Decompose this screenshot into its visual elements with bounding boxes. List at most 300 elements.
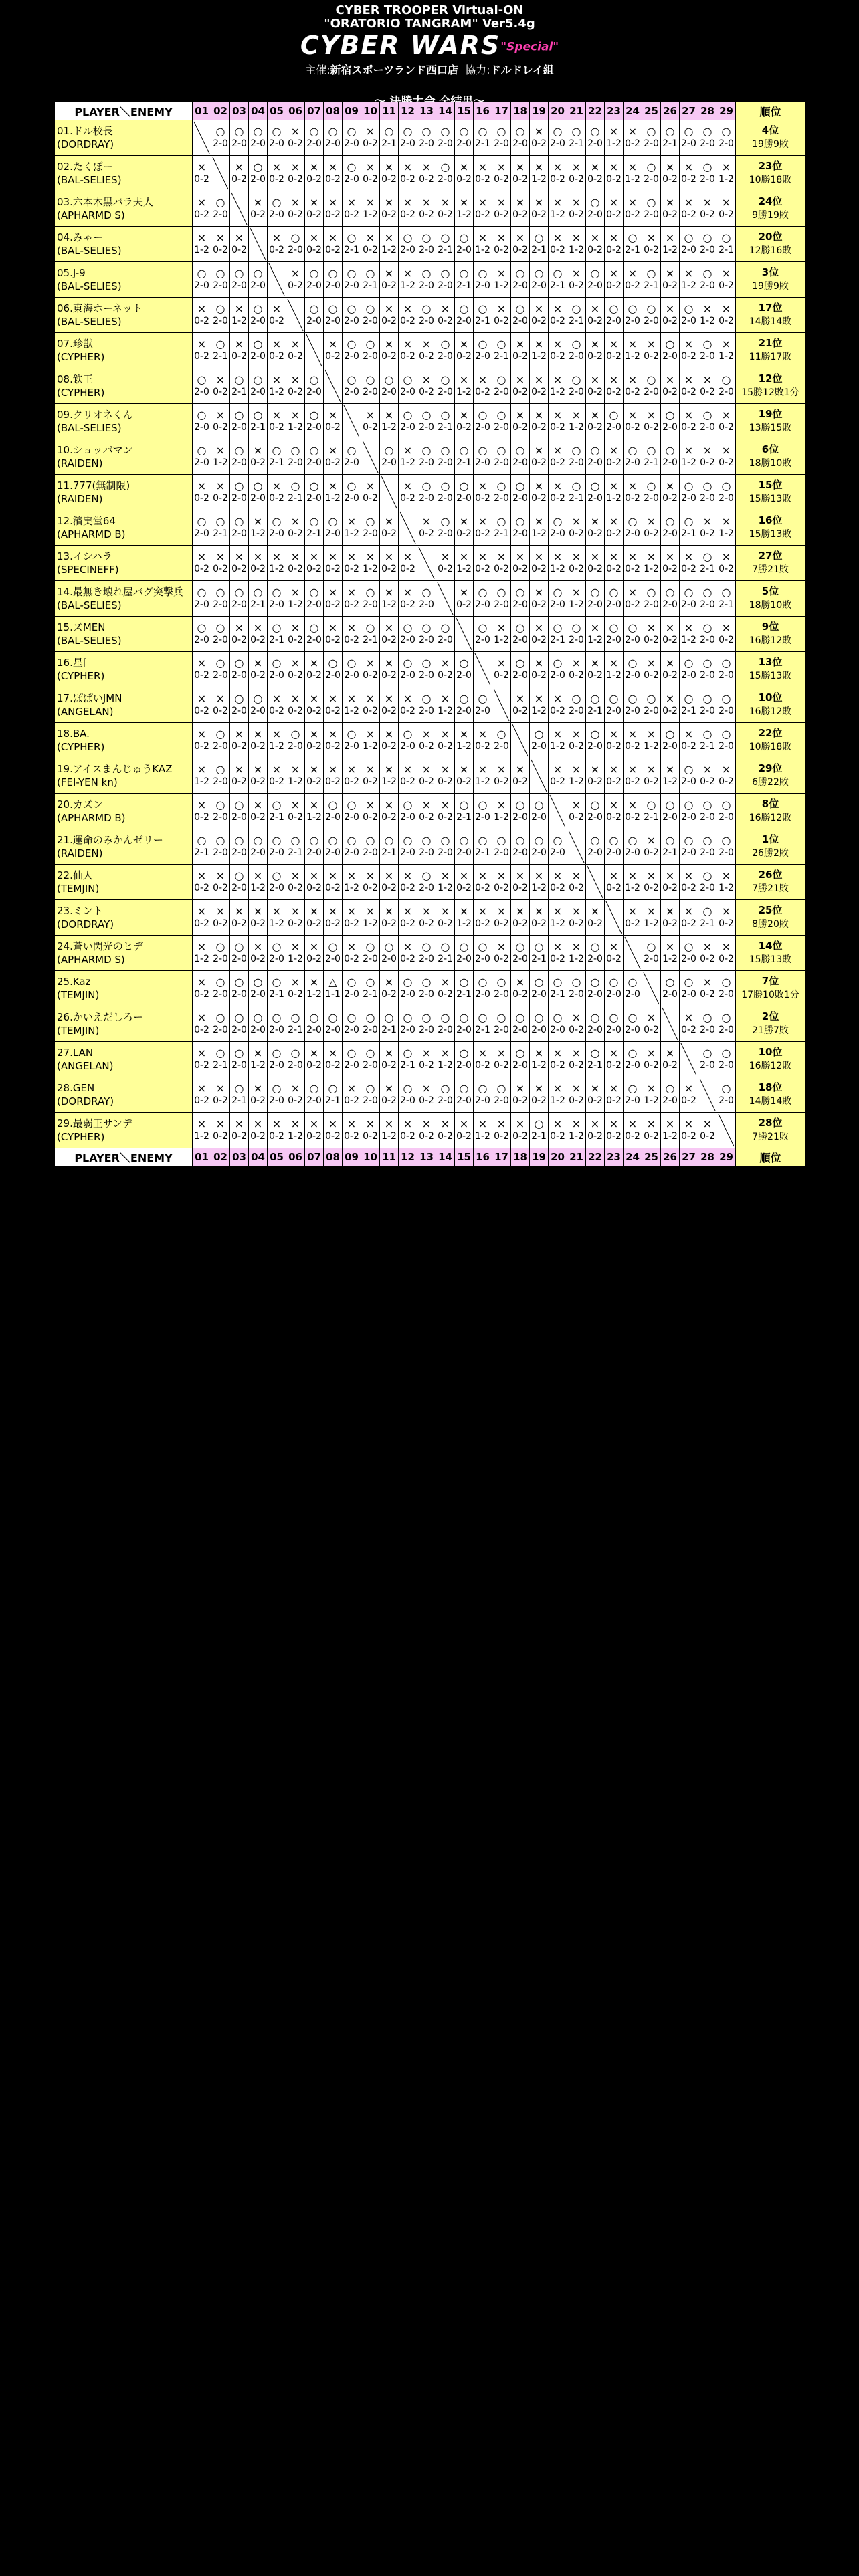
match-cell [605, 936, 624, 971]
match-mark: ○ [215, 196, 225, 209]
match-mark: × [534, 657, 544, 669]
win-loss: 18勝10敗 [749, 458, 792, 469]
match-mark: × [628, 798, 638, 811]
match-mark: × [628, 409, 638, 421]
match-cell [230, 1113, 249, 1148]
match-score: 1-2 [194, 1131, 209, 1142]
match-cell [455, 936, 474, 971]
match-cell [567, 298, 586, 333]
match-mark: × [534, 444, 544, 457]
match-score: 0-2 [306, 174, 322, 185]
match-score: 2-0 [700, 493, 715, 504]
match-score: 0-2 [438, 670, 453, 681]
match-mark: ○ [665, 444, 675, 457]
match-mark: ○ [459, 479, 469, 492]
match-cell [343, 333, 361, 368]
match-mark: × [590, 231, 600, 244]
match-cell [305, 829, 324, 865]
match-mark: × [328, 196, 338, 209]
match-mark: ○ [459, 1011, 469, 1024]
match-cell [286, 546, 305, 581]
match-score: 2-0 [419, 635, 434, 645]
match-cell [455, 510, 474, 546]
match-mark: ○ [253, 586, 263, 599]
match-score: 0-2 [512, 1131, 528, 1142]
diagonal-cell [474, 652, 492, 687]
match-score: 0-2 [681, 1095, 696, 1106]
match-score: 0-2 [400, 316, 415, 326]
match-cell [286, 758, 305, 794]
match-mark: × [215, 905, 225, 918]
match-mark: × [328, 479, 338, 492]
match-score: 0-2 [381, 918, 397, 929]
match-score: 2-0 [194, 599, 209, 610]
match-cell [417, 368, 436, 404]
match-mark: ○ [590, 728, 600, 740]
match-mark: × [272, 302, 282, 315]
player-vr: (ANGELAN) [57, 706, 114, 718]
match-cell [567, 758, 586, 794]
match-mark: × [197, 160, 207, 173]
match-score: 1-2 [531, 1060, 547, 1071]
player-cell [55, 156, 193, 191]
match-score: 2-1 [681, 528, 696, 539]
match-mark: × [215, 373, 225, 386]
match-cell [417, 971, 436, 1006]
match-score: 2-0 [512, 670, 528, 681]
match-cell [417, 156, 436, 191]
match-mark: × [403, 160, 413, 173]
match-mark: × [197, 1047, 207, 1059]
match-mark: × [665, 869, 675, 882]
match-score: 2-1 [531, 954, 547, 964]
match-cell [642, 439, 661, 475]
match-mark: ○ [665, 125, 675, 138]
match-cell [305, 1113, 324, 1148]
match-score: 0-2 [363, 670, 378, 681]
match-score: 0-2 [569, 918, 584, 929]
match-mark: × [459, 196, 469, 209]
match-cell [343, 936, 361, 971]
match-mark: × [403, 586, 413, 599]
match-mark: ○ [421, 940, 432, 953]
match-mark: × [365, 1117, 375, 1130]
diagonal-cell [698, 1077, 717, 1113]
match-cell [343, 687, 361, 723]
match-mark: ○ [421, 479, 432, 492]
match-mark: × [215, 1082, 225, 1095]
match-score: 0-2 [587, 174, 603, 185]
match-mark: ○ [646, 586, 656, 599]
match-cell [399, 333, 417, 368]
match-score: 0-2 [719, 316, 734, 326]
match-cell [286, 687, 305, 723]
match-cell [455, 404, 474, 439]
match-cell [698, 510, 717, 546]
match-score: 2-0 [231, 954, 247, 964]
match-cell [642, 687, 661, 723]
match-cell [511, 298, 530, 333]
player-cell [55, 652, 193, 687]
match-score: 2-0 [213, 989, 228, 1000]
match-cell [324, 1077, 343, 1113]
match-mark: ○ [515, 444, 525, 457]
match-score: 0-2 [400, 883, 415, 893]
match-mark: × [496, 550, 506, 563]
match-score: 2-0 [456, 954, 472, 964]
match-score: 1-2 [438, 706, 453, 716]
match-score: 2-0 [606, 422, 622, 433]
match-mark: ○ [628, 976, 638, 988]
match-mark: × [403, 444, 413, 457]
match-score: 1-2 [306, 812, 322, 823]
match-mark: × [440, 1117, 450, 1130]
match-mark: ○ [197, 586, 207, 599]
match-cell [492, 298, 511, 333]
match-cell [661, 156, 680, 191]
match-mark: × [309, 940, 319, 953]
match-mark: ○ [215, 940, 225, 953]
match-mark: ○ [197, 515, 207, 528]
match-score: 2-0 [681, 847, 696, 858]
match-cell [343, 971, 361, 1006]
match-score: 2-0 [475, 989, 490, 1000]
match-score: 2-0 [213, 316, 228, 326]
rank-cell [736, 546, 805, 581]
match-cell [305, 191, 324, 227]
win-loss: 10勝18敗 [749, 742, 792, 752]
match-cell [661, 829, 680, 865]
match-score: 0-2 [550, 1131, 565, 1142]
match-score: 0-2 [381, 174, 397, 185]
win-loss: 16勝12敗 [749, 1061, 792, 1071]
match-score: 1-2 [269, 564, 284, 574]
table-row [55, 191, 805, 227]
match-mark: × [665, 550, 675, 563]
match-cell [455, 368, 474, 404]
match-cell [343, 368, 361, 404]
match-mark: ○ [197, 834, 207, 847]
match-cell [380, 439, 399, 475]
match-score: 2-0 [700, 635, 715, 645]
match-mark: × [590, 302, 600, 315]
match-score: 2-1 [550, 280, 565, 291]
match-score: 2-0 [606, 706, 622, 716]
match-mark: × [328, 905, 338, 918]
game-version: "ORATORIO TANGRAM" Ver5.4g [324, 17, 535, 31]
match-mark: ○ [646, 940, 656, 953]
match-mark: × [646, 1047, 656, 1059]
match-mark: × [534, 869, 544, 882]
match-mark: × [309, 798, 319, 811]
match-cell [567, 617, 586, 652]
diagonal-cell [211, 156, 230, 191]
match-score: 2-0 [325, 280, 341, 291]
match-mark: × [215, 444, 225, 457]
match-cell [492, 652, 511, 687]
match-score: 0-2 [550, 883, 565, 893]
rank-value: 10位 [758, 691, 783, 704]
match-cell [474, 936, 492, 971]
match-score: 0-2 [325, 776, 341, 787]
match-score: 0-2 [269, 316, 284, 326]
match-score: 0-2 [512, 989, 528, 1000]
match-mark: × [253, 798, 263, 811]
match-score: 2-0 [512, 493, 528, 504]
match-score: 0-2 [644, 245, 659, 255]
match-score: 2-1 [325, 1095, 341, 1106]
match-score: 0-2 [644, 528, 659, 539]
win-loss: 14勝14敗 [749, 1096, 792, 1107]
match-score: 0-2 [381, 564, 397, 574]
match-cell [324, 723, 343, 758]
match-score: 0-2 [719, 422, 734, 433]
match-mark: × [571, 657, 581, 669]
column-number: 13 [417, 1148, 436, 1166]
match-cell [624, 617, 642, 652]
column-number: 10 [361, 102, 380, 120]
match-score: 1-2 [719, 351, 734, 362]
event-title-main: CYBER WARS [300, 31, 501, 60]
match-mark: ○ [253, 834, 263, 847]
match-mark: × [234, 160, 244, 173]
match-cell [380, 936, 399, 971]
match-score: 0-2 [494, 1060, 509, 1071]
match-mark: × [384, 621, 394, 634]
match-cell [211, 227, 230, 262]
match-cell [567, 1042, 586, 1077]
match-cell [511, 758, 530, 794]
match-cell [286, 794, 305, 829]
match-mark: ○ [478, 976, 488, 988]
match-cell [436, 652, 455, 687]
match-mark: × [215, 409, 225, 421]
match-mark: ○ [515, 586, 525, 599]
match-score: 2-0 [494, 457, 509, 468]
match-cell [324, 475, 343, 510]
win-loss: 14勝14敗 [749, 316, 792, 327]
match-score: 0-2 [512, 351, 528, 362]
player-cell [55, 475, 193, 510]
column-number: 18 [511, 1148, 530, 1166]
match-cell [380, 687, 399, 723]
match-score: 0-2 [719, 209, 734, 220]
match-mark: ○ [628, 515, 638, 528]
match-cell [717, 227, 736, 262]
match-mark: ○ [272, 1011, 282, 1024]
match-cell [549, 368, 567, 404]
match-score: 0-2 [381, 528, 397, 539]
match-cell [399, 687, 417, 723]
match-mark: ○ [440, 373, 450, 386]
match-mark: × [309, 196, 319, 209]
player-vr: (BAL-SELIES) [57, 280, 122, 292]
match-mark: ○ [515, 1011, 525, 1024]
match-score: 2-0 [194, 528, 209, 539]
match-score: 2-0 [325, 812, 341, 823]
player-name: 16.星[ [57, 657, 87, 669]
match-score: 2-1 [381, 1025, 397, 1035]
match-cell [343, 546, 361, 581]
match-score: 1-2 [344, 528, 359, 539]
match-cell [305, 617, 324, 652]
corner-label: PLAYER＼ENEMY [55, 102, 193, 120]
match-cell [361, 546, 380, 581]
match-score: 0-2 [681, 351, 696, 362]
match-cell [361, 120, 380, 156]
match-cell [698, 723, 717, 758]
match-score: 2-1 [213, 351, 228, 362]
match-mark: × [646, 515, 656, 528]
match-cell [343, 298, 361, 333]
match-cell [474, 475, 492, 510]
match-cell [624, 652, 642, 687]
match-mark: ○ [515, 515, 525, 528]
match-mark: × [515, 1082, 525, 1095]
match-mark: ○ [215, 267, 225, 280]
match-cell [361, 1006, 380, 1042]
match-cell [642, 936, 661, 971]
match-score: 0-2 [700, 209, 715, 220]
match-score: 0-2 [419, 351, 434, 362]
match-score: 0-2 [231, 351, 247, 362]
match-cell [343, 475, 361, 510]
match-score: 2-0 [213, 599, 228, 610]
player-vr: (CYPHER) [57, 351, 105, 363]
match-score: 0-2 [719, 457, 734, 468]
match-mark: × [197, 905, 207, 918]
match-mark: × [646, 905, 656, 918]
match-mark: ○ [478, 302, 488, 315]
match-cell [567, 794, 586, 829]
match-score: 2-0 [456, 1060, 472, 1071]
match-mark: × [290, 515, 300, 528]
column-number: 25 [642, 1148, 661, 1166]
match-cell [698, 262, 717, 298]
table-row [55, 546, 805, 581]
match-mark: × [721, 302, 731, 315]
coop-label: 協力: [465, 63, 490, 76]
match-score: 2-0 [344, 280, 359, 291]
player-cell [55, 120, 193, 156]
match-mark: × [290, 160, 300, 173]
match-mark: × [309, 231, 319, 244]
match-cell [268, 156, 286, 191]
match-cell [211, 298, 230, 333]
match-cell [193, 687, 211, 723]
match-cell [417, 191, 436, 227]
match-cell [511, 191, 530, 227]
match-cell [380, 191, 399, 227]
match-cell [361, 156, 380, 191]
match-mark: ○ [628, 444, 638, 457]
match-cell [605, 298, 624, 333]
match-mark: × [609, 231, 619, 244]
match-score: 0-2 [456, 776, 472, 787]
match-score: 0-2 [419, 528, 434, 539]
match-mark: × [197, 763, 207, 776]
match-cell [511, 1006, 530, 1042]
match-score: 2-0 [700, 138, 715, 149]
match-score: 0-2 [700, 457, 715, 468]
match-mark: × [553, 1047, 563, 1059]
match-cell [717, 404, 736, 439]
match-cell [230, 1042, 249, 1077]
match-cell [549, 298, 567, 333]
match-cell [193, 1077, 211, 1113]
match-mark: ○ [628, 834, 638, 847]
match-cell [249, 262, 268, 298]
match-mark: ○ [234, 940, 244, 953]
match-cell [193, 546, 211, 581]
match-mark: ○ [515, 940, 525, 953]
match-mark: × [646, 763, 656, 776]
match-score: 0-2 [438, 1131, 453, 1142]
match-mark: × [272, 231, 282, 244]
match-mark: × [721, 621, 731, 634]
match-mark: × [684, 409, 694, 421]
match-mark: × [421, 1082, 432, 1095]
match-cell [661, 723, 680, 758]
match-cell [605, 475, 624, 510]
player-vr: (SPECINEFF) [57, 564, 119, 576]
match-mark: ○ [628, 1082, 638, 1095]
match-score: 0-2 [419, 209, 434, 220]
match-cell [380, 298, 399, 333]
match-score: 0-2 [231, 245, 247, 255]
rank-cell [736, 1006, 805, 1042]
match-mark: ○ [234, 657, 244, 669]
match-mark: ○ [440, 125, 450, 138]
match-mark: ○ [515, 479, 525, 492]
match-score: 0-2 [306, 706, 322, 716]
match-score: 1-2 [569, 776, 584, 787]
match-mark: ○ [684, 302, 694, 315]
table-row [55, 1042, 805, 1077]
match-cell [680, 191, 698, 227]
match-score: 0-2 [475, 918, 490, 929]
match-score: 2-1 [456, 457, 472, 468]
player-vr: (DORDRAY) [57, 1095, 114, 1107]
match-score: 2-0 [419, 670, 434, 681]
match-score: 2-0 [475, 422, 490, 433]
match-mark: × [478, 869, 488, 882]
match-mark: ○ [553, 125, 563, 138]
match-mark: ○ [721, 125, 731, 138]
match-score: 2-0 [194, 635, 209, 645]
match-cell [530, 723, 549, 758]
match-cell [642, 120, 661, 156]
match-mark: ○ [609, 409, 619, 421]
match-cell [399, 439, 417, 475]
match-score: 1-2 [363, 918, 378, 929]
match-mark: × [197, 1011, 207, 1024]
match-mark: × [628, 373, 638, 386]
match-cell [698, 546, 717, 581]
match-cell [717, 758, 736, 794]
match-mark: × [403, 763, 413, 776]
match-mark: ○ [403, 728, 413, 740]
match-cell [624, 262, 642, 298]
player-name: 11.777(無制限) [57, 479, 130, 492]
match-score: 0-2 [625, 1131, 640, 1142]
match-score: 0-2 [569, 1095, 584, 1106]
match-score: 2-0 [269, 599, 284, 610]
column-number: 20 [549, 1148, 567, 1166]
match-cell [698, 687, 717, 723]
match-cell [211, 404, 230, 439]
match-score: 2-0 [231, 528, 247, 539]
